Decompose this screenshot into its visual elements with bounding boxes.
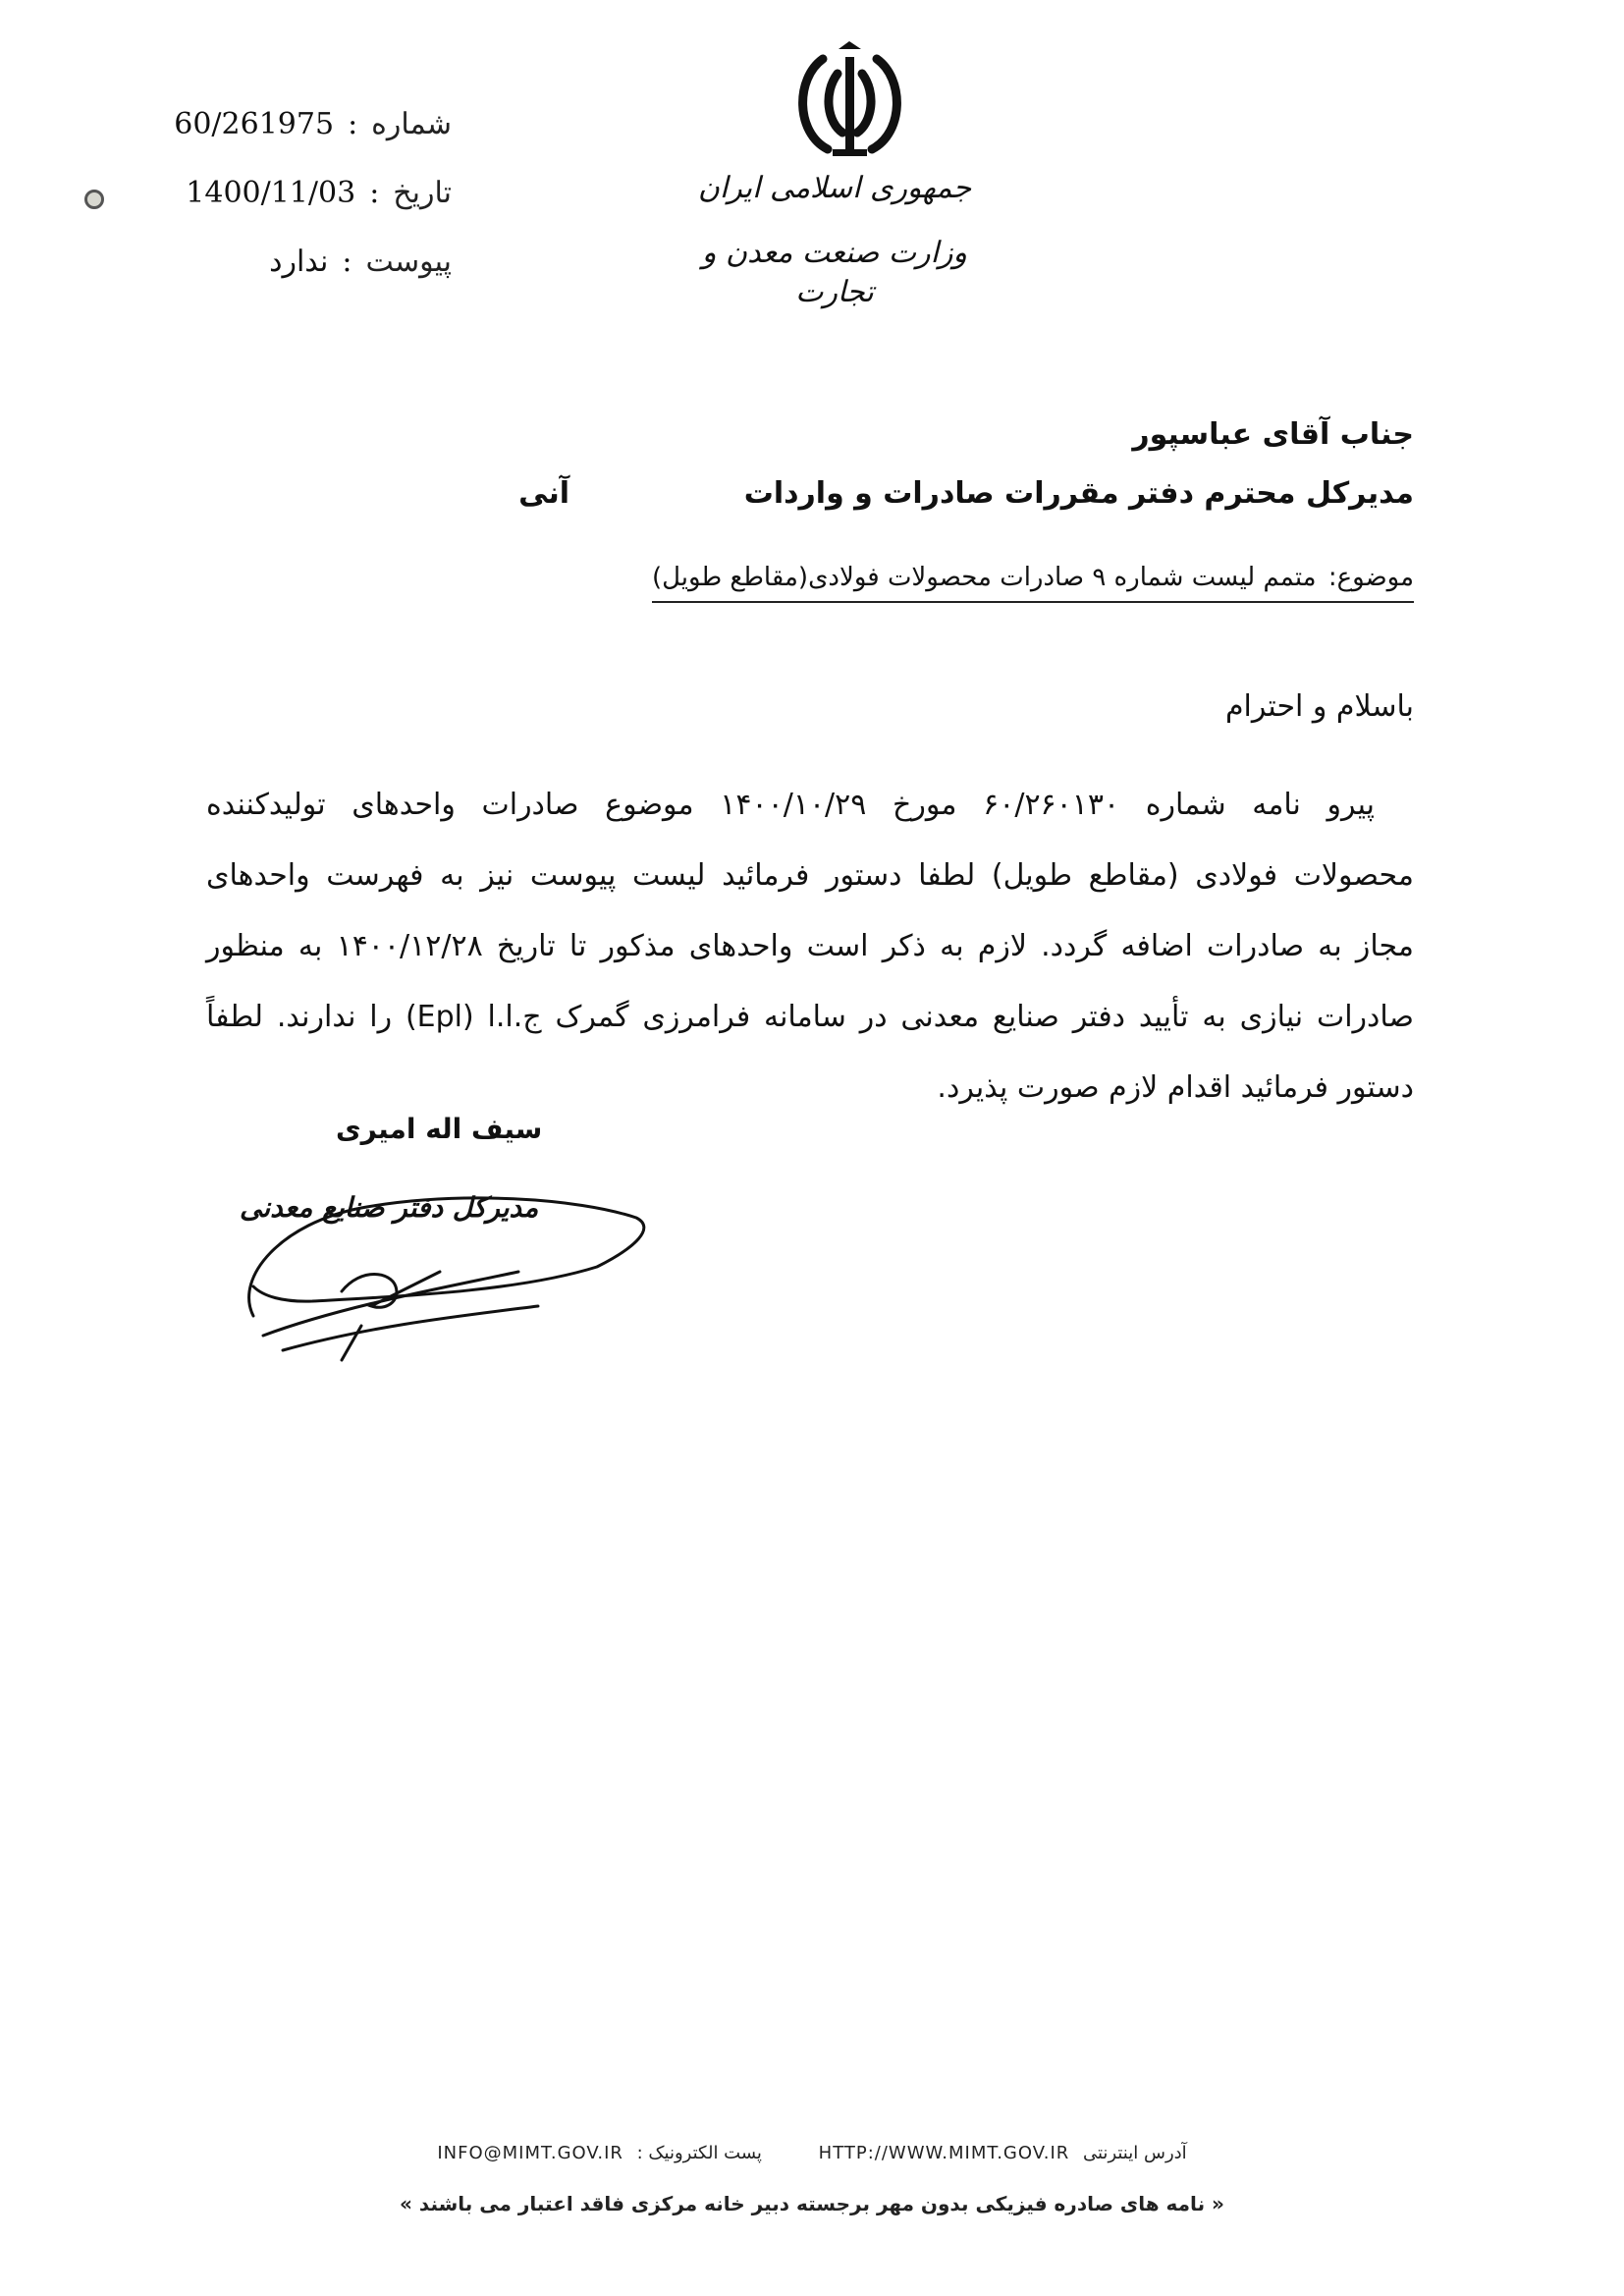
letter-attachment-value: ندارد bbox=[269, 245, 329, 279]
letter-meta bbox=[137, 90, 452, 297]
body-line: صادرات نیازی به تأیید دفتر صنایع معدنی در سامانه فرامرزی گمرک ج.ا.ا (Epl) را ندارند. لطفاً bbox=[206, 1000, 1414, 1034]
letter-number-row bbox=[137, 90, 452, 159]
punch-hole-icon bbox=[84, 190, 104, 209]
meta-separator: : bbox=[348, 107, 358, 141]
signer-title: مدیرکل دفتر صنایع معدنی bbox=[240, 1191, 539, 1224]
ministry-name: وزارت صنعت معدن و تجارت bbox=[702, 236, 967, 309]
website-label: آدرس اینترنتی bbox=[1083, 2143, 1187, 2163]
government-header bbox=[687, 169, 982, 312]
addressee-title-row bbox=[334, 469, 1414, 528]
letter-footer bbox=[0, 2139, 1624, 2221]
urgency-label: آنی bbox=[518, 476, 569, 511]
meta-separator: : bbox=[342, 245, 352, 279]
subject-value: متمم لیست شماره ۹ صادرات محصولات فولادی(مقاطع طویل) bbox=[651, 563, 1317, 592]
letter-date-value: 1400/11/03 bbox=[186, 176, 356, 210]
email-label: پست الکترونیک : bbox=[636, 2143, 762, 2163]
meta-separator: : bbox=[369, 176, 380, 210]
letter-attachment-label: پیوست bbox=[365, 245, 452, 279]
footer-website bbox=[819, 2139, 1187, 2168]
subject-label: موضوع: bbox=[1327, 563, 1414, 592]
iran-emblem-icon bbox=[784, 39, 916, 167]
body-line: مجاز به صادرات اضافه گردد. لازم به ذکر است واحدهای مذکور تا تاریخ ۱۴۰۰/۱۲/۲۸ به منظور bbox=[206, 929, 1414, 963]
letter-date-row bbox=[137, 159, 452, 228]
footer-note: « نامه های صادره فیزیکی بدون مهر برجسته دبیر خانه مرکزی فاقد اعتبار می باشند » bbox=[400, 2192, 1224, 2215]
addressee-block bbox=[334, 410, 1414, 528]
footer-contacts bbox=[0, 2139, 1624, 2168]
greeting: باسلام و احترام bbox=[1224, 689, 1414, 724]
website-link[interactable]: HTTP://WWW.MIMT.GOV.IR bbox=[818, 2143, 1070, 2163]
body-line: دستور فرمائید اقدام لازم صورت پذیرد. bbox=[937, 1070, 1414, 1105]
signer-name: سیف اله امیری bbox=[336, 1113, 543, 1145]
letter-attachment-row bbox=[137, 228, 452, 297]
handwritten-signature-icon bbox=[224, 1178, 666, 1385]
addressee-name: جناب آقای عباسپور bbox=[1132, 417, 1414, 452]
letter-subject bbox=[652, 556, 1414, 603]
addressee-title: مدیرکل محترم دفتر مقررات صادرات و واردات bbox=[743, 476, 1414, 511]
country-name: جمهوری اسلامی ایران bbox=[697, 171, 972, 205]
letter-number-value: 60/261975 bbox=[174, 107, 335, 141]
body-line: پیرو نامه شماره ۶۰/۲۶۰۱۳۰ مورخ ۱۴۰۰/۱۰/۲۹ موضوع صادرات واحدهای تولیدکننده bbox=[206, 788, 1375, 822]
email-link[interactable]: INFO@MIMT.GOV.IR bbox=[437, 2143, 623, 2163]
letter-body bbox=[206, 770, 1414, 1123]
body-line: محصولات فولادی (مقاطع طویل) لطفا دستور فرمائید لیست پیوست نیز به فهرست واحدهای bbox=[206, 858, 1414, 893]
letter-number-label: شماره bbox=[371, 107, 452, 141]
letter-date-label: تاریخ bbox=[393, 176, 452, 210]
footer-email bbox=[437, 2139, 762, 2168]
